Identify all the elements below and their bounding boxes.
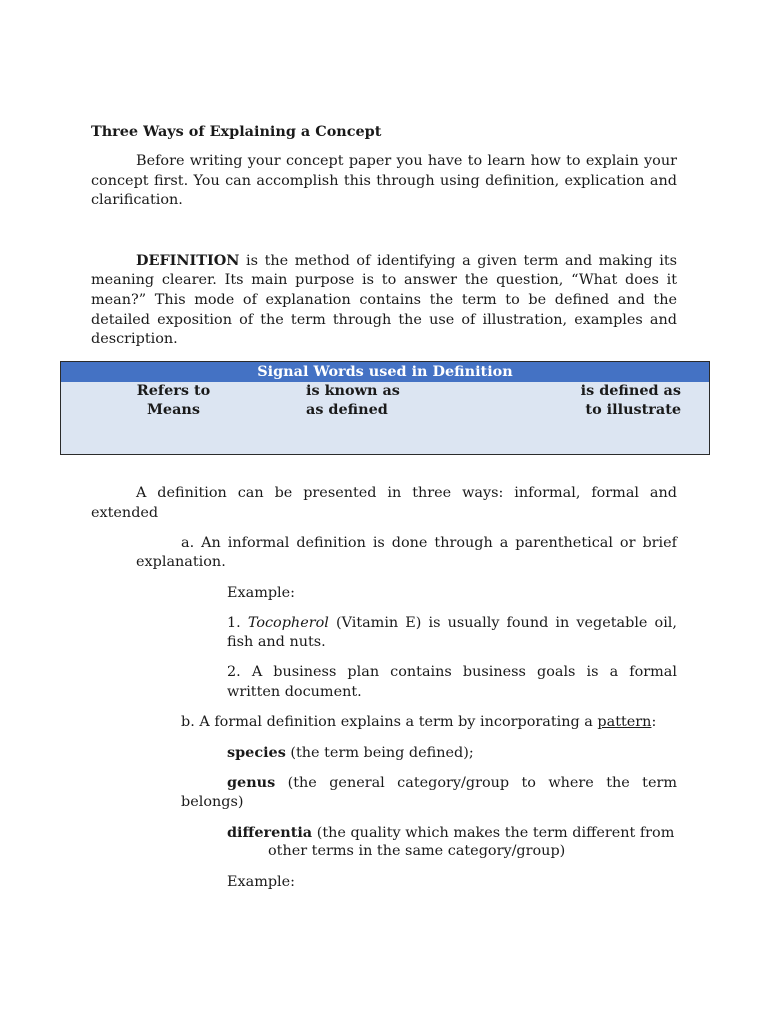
informal-line-1: a. An informal definition is done through a parenthetical or brief [181,535,677,551]
definition-line-4: detailed exposition of the term through the use of illustration, examples and [91,312,677,328]
signal-word: Means [147,400,200,418]
species-term: species [227,744,286,761]
differentia-term: differentia [227,824,313,841]
signal-word: Refers to [136,382,211,399]
example-number: 1. [227,615,248,631]
definition-term: DEFINITION [136,252,240,269]
species-item [227,743,474,764]
genus-item-line-2: belongs) [181,794,244,810]
intro-line-1: Before writing your concept paper you have to learn how to explain your [136,153,677,169]
intro-line-3: clarification. [91,192,183,208]
differentia-item-line-2: other terms in the same category/group) [268,843,566,859]
signal-words-column-3 [581,382,681,419]
example-text: (Vitamin E) is usually found in vegetable oil, [328,615,677,631]
differentia-item-line-1 [227,823,674,844]
definition-line-1 [136,251,677,272]
section-title: Three Ways of Explaining a Concept [91,123,382,140]
ways-line-1: A definition can be presented in three ways: informal, formal and [136,485,677,501]
formal-intro-colon: : [651,714,657,730]
pattern-word: pattern [597,714,652,730]
signal-word: is defined as [580,382,681,399]
definition-line-5: description. [91,331,178,347]
informal-example-label: Example: [227,585,296,601]
definition-line-3: mean?” This mode of explanation contains the term to be defined and the [91,292,677,308]
example-term: Tocopherol [247,615,329,631]
informal-example-1-line-2: fish and nuts. [227,634,326,650]
genus-description: (the general category/group to where the term [275,775,677,791]
signal-word: is known as [306,382,400,399]
intro-line-2: concept first. You can accomplish this through using definition, explication and [91,173,677,189]
formal-intro [181,713,656,733]
informal-example-1-line-1 [227,614,677,634]
informal-line-2: explanation. [136,554,226,570]
genus-item-line-1 [227,773,677,794]
signal-words-table [60,361,710,455]
formal-example-label: Example: [227,874,296,890]
informal-example-2-line-2: written document. [227,684,362,700]
definition-line-2: meaning clearer. Its main purpose is to answer the question, “What does it [91,272,677,288]
formal-intro-text: b. A formal definition explains a term by incorporating a [181,714,598,730]
signal-word: to illustrate [585,400,681,418]
informal-example-2-line-1: 2. A business plan contains business goals is a formal [227,664,677,680]
species-description: (the term being defined); [285,745,474,761]
signal-words-column-1 [61,382,286,419]
ways-line-2: extended [91,505,159,521]
definition-line-1-text: is the method of identifying a given term and making its [239,253,677,269]
differentia-description: (the quality which makes the term different from [312,825,675,841]
genus-term: genus [227,774,276,791]
signal-words-table-header: Signal Words used in Definition [61,362,709,382]
signal-words-column-2 [306,382,400,419]
signal-word: as defined [306,400,388,418]
